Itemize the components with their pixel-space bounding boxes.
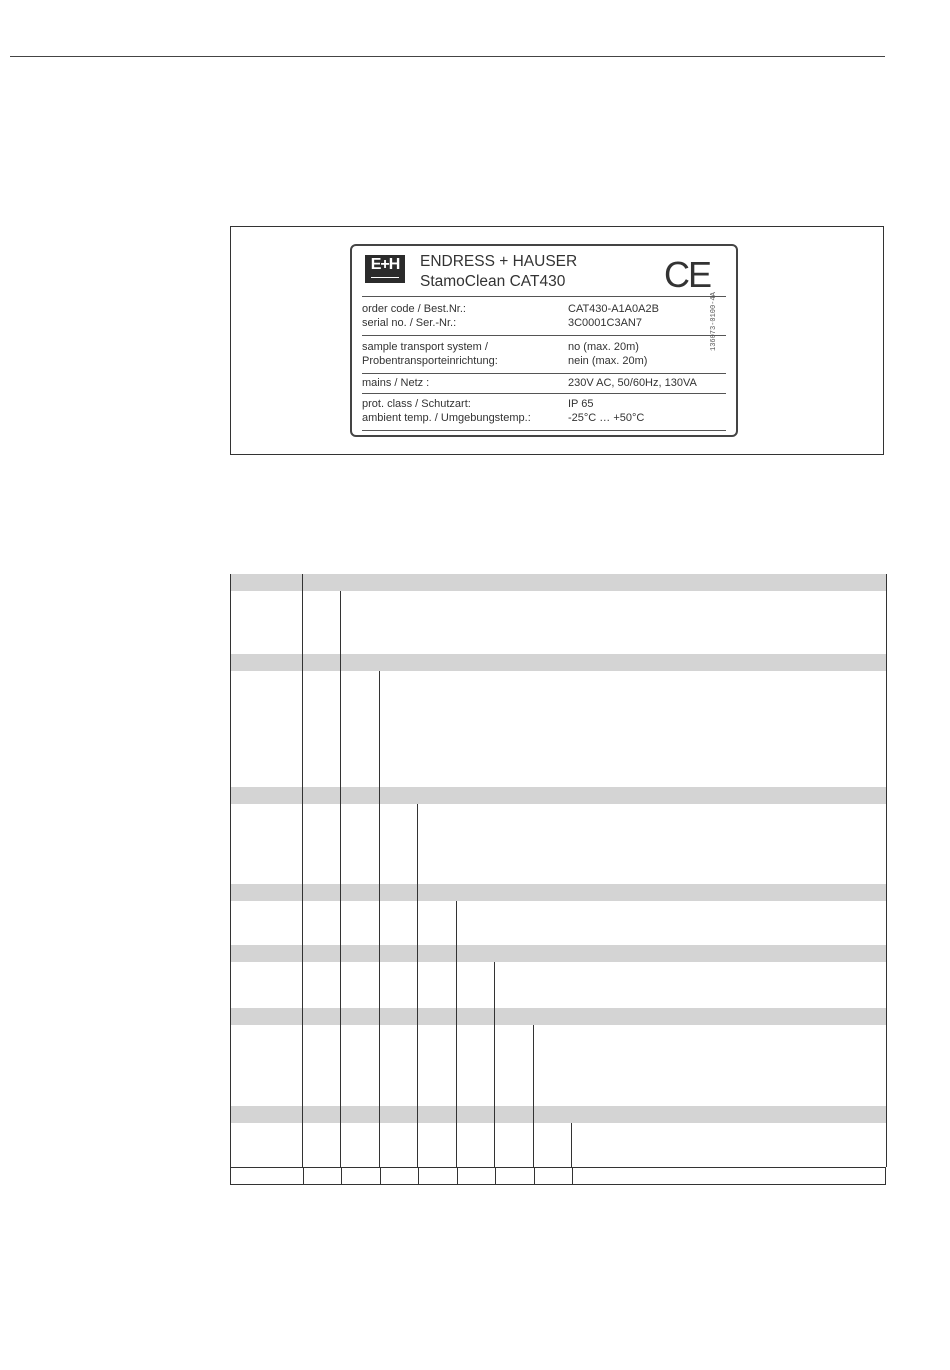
order-code-cell <box>303 1168 342 1184</box>
serial-no-label: serial no. / Ser.-Nr.: <box>362 317 457 329</box>
nameplate-divider <box>362 430 726 431</box>
order-code-table <box>230 574 887 1186</box>
order-code-cell <box>534 1168 573 1184</box>
sample-transport-label: sample transport system / <box>362 341 488 353</box>
nameplate-figure <box>230 226 884 455</box>
probentransport-value: nein (max. 20m) <box>568 355 648 367</box>
table-band <box>230 787 886 804</box>
nameplate-divider <box>362 373 726 374</box>
mains-label: mains / Netz : <box>362 377 430 389</box>
table-column-line <box>302 574 303 1167</box>
ambient-temp-value: -25°C … +50°C <box>568 412 645 424</box>
sample-transport-value: no (max. 20m) <box>568 341 639 353</box>
header-rule <box>10 56 885 57</box>
table-column-line <box>571 1123 572 1167</box>
table-band <box>230 884 886 901</box>
prot-class-value: IP 65 <box>568 398 594 410</box>
serial-no-value: 3C0001C3AN7 <box>568 317 642 329</box>
probentransport-label: Probentransporteinrichtung: <box>362 355 498 367</box>
order-code-cell <box>418 1168 458 1184</box>
nameplate <box>350 244 738 437</box>
table-column-line <box>417 804 418 1167</box>
nameplate-divider <box>362 393 726 394</box>
brand-name: ENDRESS + HAUSER <box>420 253 578 270</box>
document-reference: 136073-0100-4A <box>710 292 718 351</box>
table-band <box>230 945 886 962</box>
order-code-cell <box>495 1168 535 1184</box>
table-border-right <box>886 574 887 1167</box>
table-column-line <box>340 591 341 1167</box>
nameplate-divider <box>362 335 726 336</box>
table-column-line <box>379 671 380 1167</box>
table-border-left <box>230 574 231 1167</box>
order-code-entry-row <box>230 1167 886 1185</box>
table-band <box>230 1106 886 1123</box>
endress-hauser-logo <box>365 255 405 283</box>
table-band <box>230 574 886 591</box>
prot-class-label: prot. class / Schutzart: <box>362 398 471 410</box>
order-code-cell <box>231 1168 304 1184</box>
logo-text: E+H <box>370 256 400 273</box>
order-code-cell <box>341 1168 381 1184</box>
table-band <box>230 654 886 671</box>
table-column-line <box>533 1025 534 1167</box>
order-code-cell <box>457 1168 496 1184</box>
mains-value: 230V AC, 50/60Hz, 130VA <box>568 377 697 389</box>
product-name: StamoClean CAT430 <box>420 273 566 290</box>
ambient-temp-label: ambient temp. / Umgebungstemp.: <box>362 412 531 424</box>
nameplate-divider <box>362 296 726 297</box>
order-code-value: CAT430-A1A0A2B <box>568 303 659 315</box>
table-column-line <box>456 901 457 1167</box>
order-code-label: order code / Best.Nr.: <box>362 303 466 315</box>
table-column-line <box>494 962 495 1167</box>
table-band <box>230 1008 886 1025</box>
ce-mark-icon: CE <box>664 254 711 295</box>
order-code-cell <box>380 1168 419 1184</box>
